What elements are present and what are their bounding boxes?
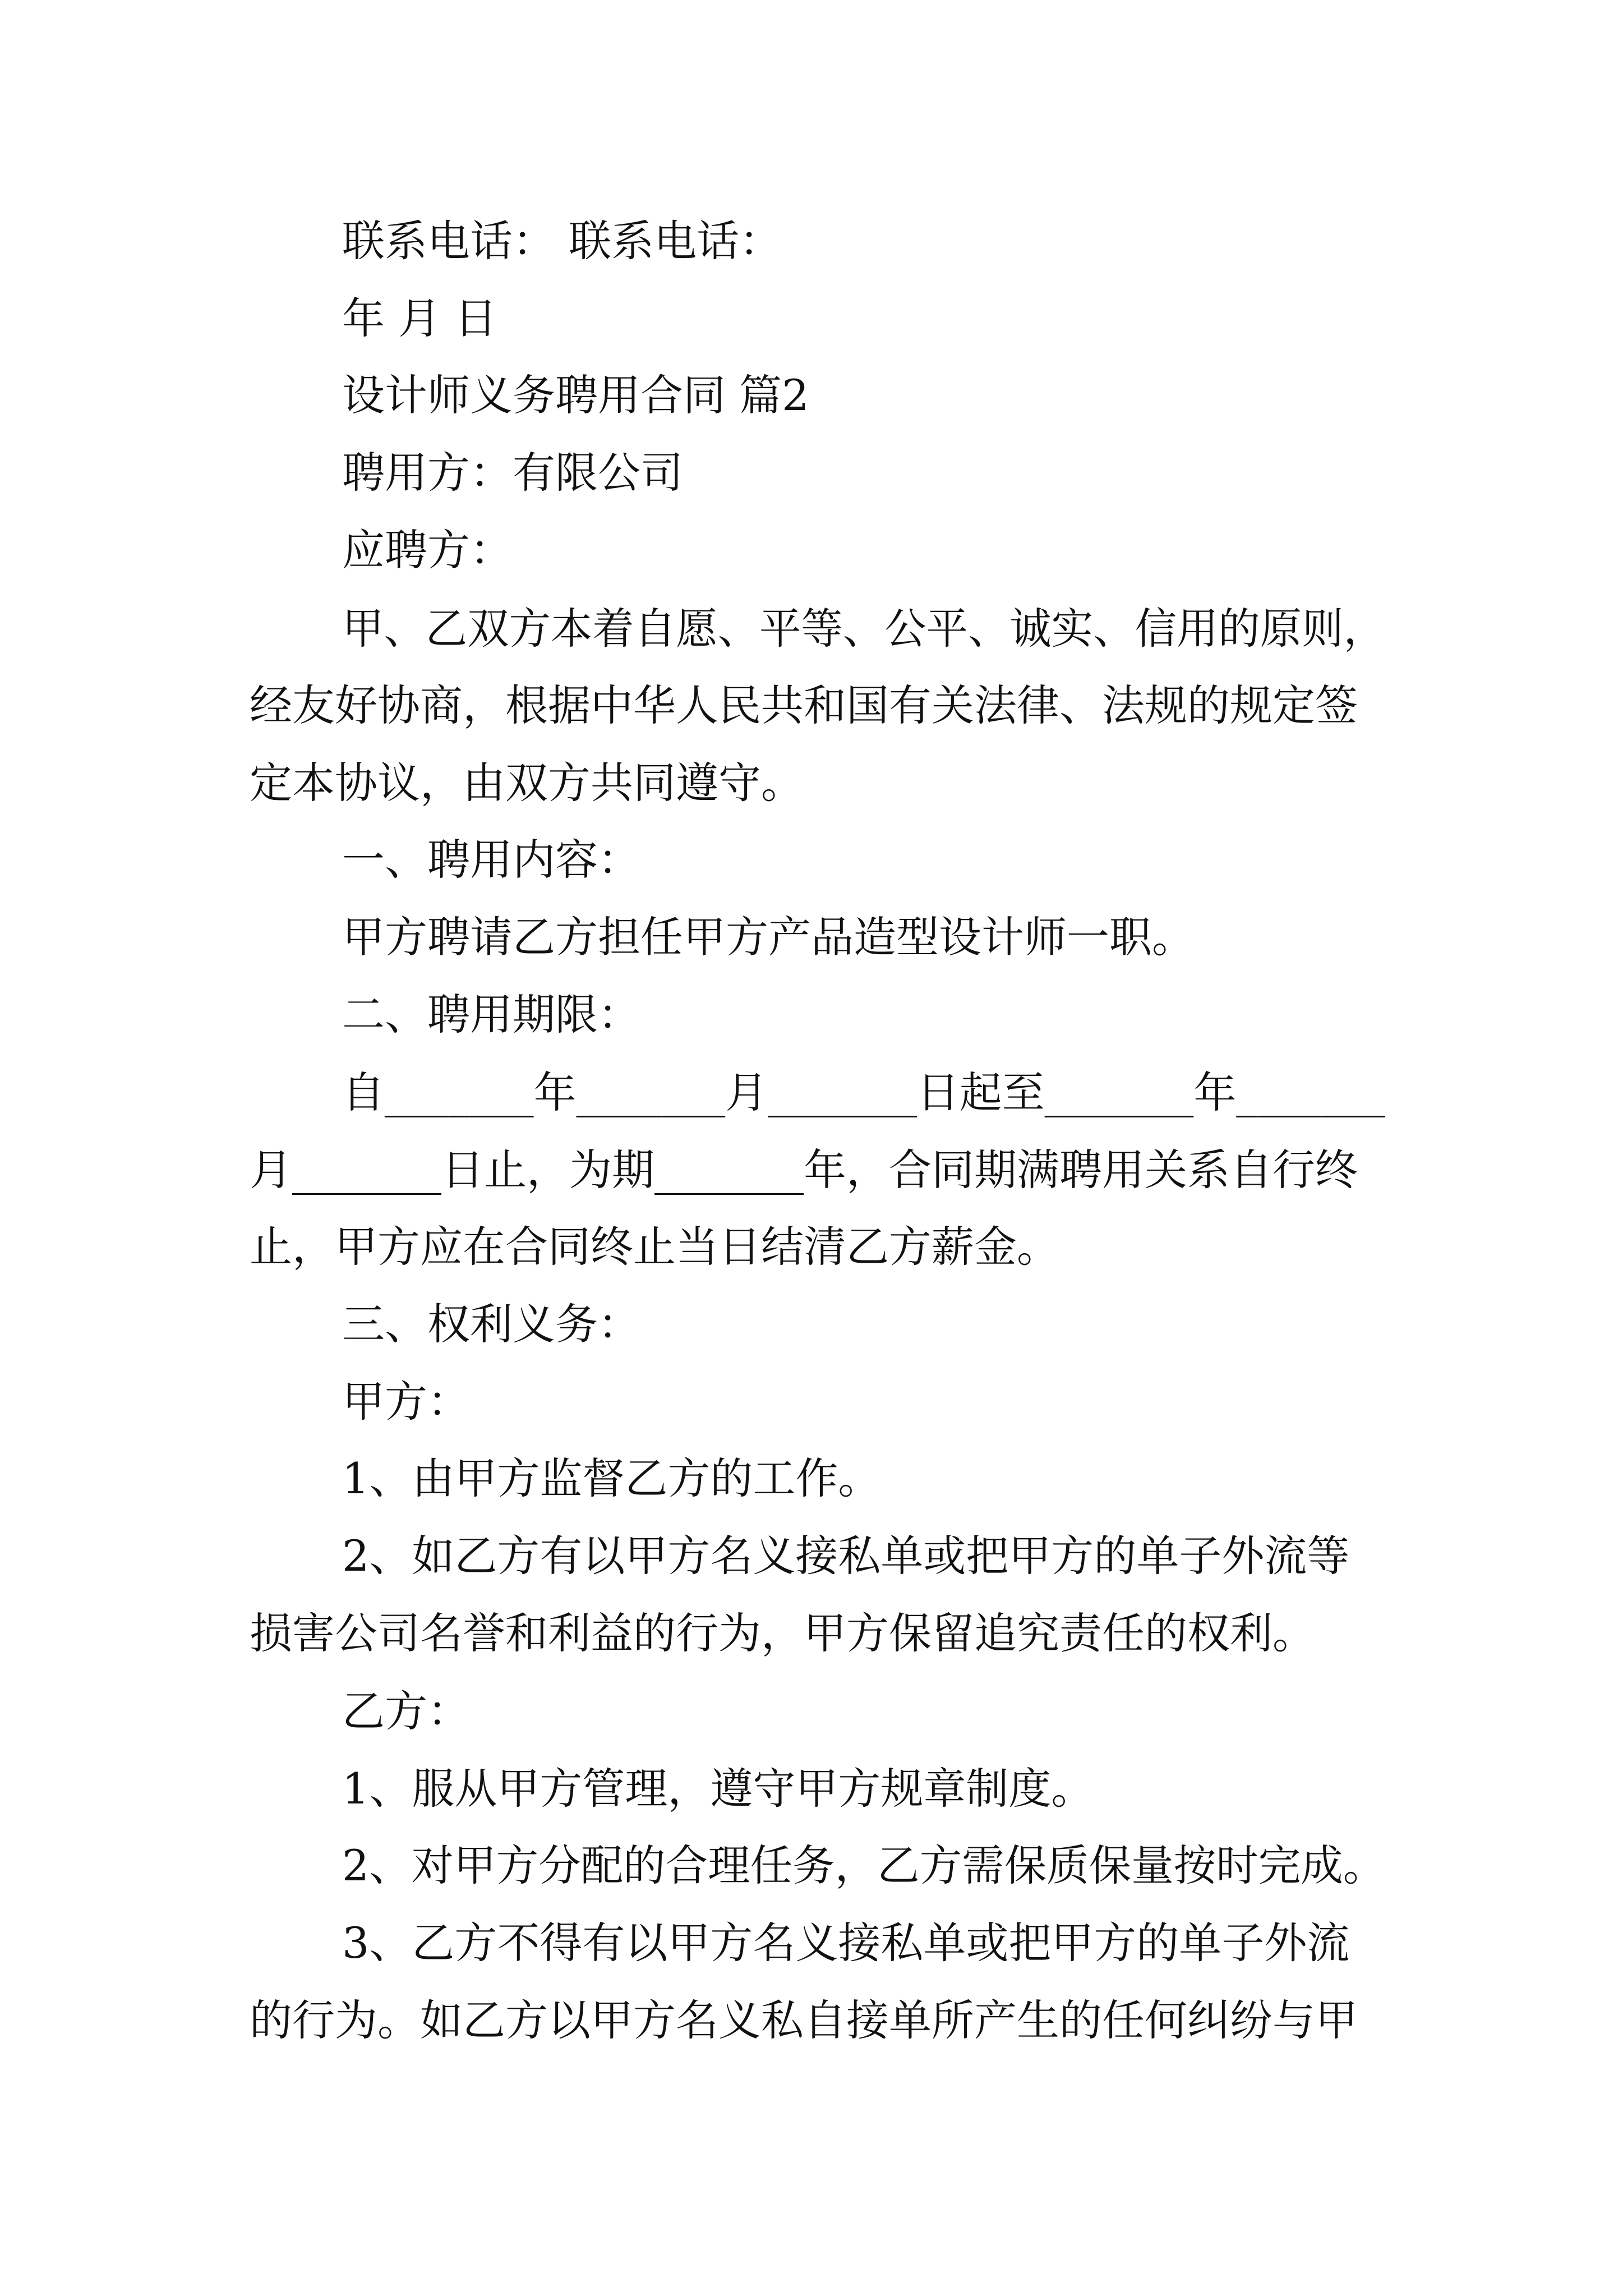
employee-line: 应聘方： xyxy=(342,525,513,575)
party-b-heading: 乙方： xyxy=(342,1686,470,1736)
employer-line: 聘用方：有限公司 xyxy=(342,448,683,498)
section-heading: 一、聘用内容： xyxy=(342,835,640,885)
paragraph-line: 的行为。如乙方以甲方名义私自接单所产生的任何纠纷与甲 xyxy=(250,1995,1358,2045)
list-item: 2、对甲方分配的合理任务，乙方需保质保量按时完成。 xyxy=(342,1841,1386,1890)
term-line: 自_______年_______月_______日起至_______年_______ xyxy=(342,1068,1385,1117)
list-item: 2、如乙方有以甲方名义接私单或把甲方的单子外流等 xyxy=(342,1531,1350,1581)
paragraph-line: 甲、乙双方本着自愿、平等、公平、诚实、信用的原则， xyxy=(342,604,1385,654)
paragraph-line: 损害公司名誉和利益的行为，甲方保留追究责任的权利。 xyxy=(250,1608,1315,1658)
list-item: 3、乙方不得有以甲方名义接私单或把甲方的单子外流 xyxy=(342,1918,1350,1968)
party-a-heading: 甲方： xyxy=(342,1377,470,1427)
section-heading: 三、权利义务： xyxy=(342,1299,640,1349)
list-item: 1、由甲方监督乙方的工作。 xyxy=(342,1453,881,1503)
contact-phone-line: 联系电话： 联系电话： xyxy=(342,216,782,266)
paragraph-line: 止，甲方应在合同终止当日结清乙方薪金。 xyxy=(250,1222,1059,1272)
paragraph-line: 经友好协商，根据中华人民共和国有关法律、法规的规定签 xyxy=(250,680,1358,730)
term-line: 月_______日止，为期_______年，合同期满聘用关系自行终 xyxy=(250,1145,1358,1195)
paragraph-line: 甲方聘请乙方担任甲方产品造型设计师一职。 xyxy=(342,912,1195,962)
date-line: 年 月 日 xyxy=(342,293,497,343)
section-heading: 二、聘用期限： xyxy=(342,990,640,1039)
paragraph-line: 定本协议，由双方共同遵守。 xyxy=(250,758,804,808)
list-item: 1、服从甲方管理，遵守甲方规章制度。 xyxy=(342,1764,1094,1814)
contract-title: 设计师义务聘用合同 篇2 xyxy=(342,370,809,420)
